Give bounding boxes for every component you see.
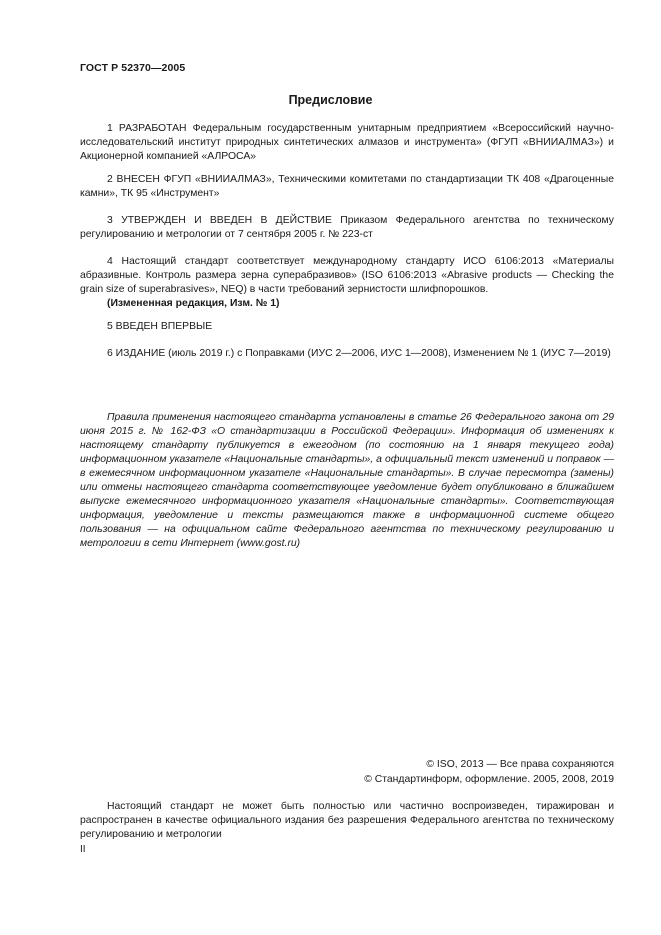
- item-4-amendment: (Измененная редакция, Изм. № 1): [107, 298, 280, 309]
- foreword-item-1: [80, 122, 614, 164]
- reproduction-note: [80, 800, 614, 842]
- foreword-item-6: [80, 347, 614, 361]
- application-notice: [80, 411, 614, 551]
- foreword-item-3: [80, 214, 614, 242]
- item-5-text: 5 ВВЕДЕН ВПЕРВЫЕ: [107, 321, 213, 332]
- item-2-text: 2 ВНЕСЕН ФГУП «ВНИИАЛМАЗ», Техническими комитетами по стандартизации ТК 408 «Драгоценные камни», ТК 95 «Инструмент»: [80, 174, 614, 199]
- reproduction-note-text: Настоящий стандарт не может быть полностью или частично воспроизведен, тиражирован и распространен в качестве официального издания без разрешения Федерального агентства по техническому регулированию и метрологии: [80, 801, 614, 840]
- standard-code: ГОСТ Р 52370—2005: [80, 62, 186, 74]
- foreword-item-5: [80, 320, 614, 334]
- page-number: II: [80, 844, 86, 855]
- foreword-item-4: [80, 255, 614, 311]
- copyright-standartinform: © Стандартинформ, оформление. 2005, 2008, 2019: [364, 774, 614, 785]
- item-3-text: 3 УТВЕРЖДЕН И ВВЕДЕН В ДЕЙСТВИЕ Приказом Федерального агентства по техническому регулированию и метрологии от 7 сентября 2005 г. № 223-ст: [80, 215, 614, 240]
- item-6-text: 6 ИЗДАНИЕ (июль 2019 г.) с Поправками (ИУС 2—2006, ИУС 1—2008), Изменением № 1 (ИУС 7—2019): [107, 348, 611, 359]
- item-4-text: 4 Настоящий стандарт соответствует международному стандарту ИСО 6106:2013 «Материалы абразивные. Контроль размера зерна суперабразивов» (ISO 6106:2013 «Abrasive products — Checking the grain size of superabrasives», NEQ) в части требований зернистости шлифпорошков.: [80, 256, 614, 295]
- copyright-iso: © ISO, 2013 — Все права сохраняются: [426, 759, 614, 770]
- foreword-item-2: [80, 173, 614, 201]
- notice-text: Правила применения настоящего стандарта установлены в статье 26 Федерального закона от 29 июня 2015 г. № 162-ФЗ «О стандартизации в Российской Федерации». Информация об изменениях к настоящему стандарту публикуется в ежегодном (по состоянию на 1 января текущего года) информационном указателе «Национальные стандарты», а официальный текст изменений и поправок — в ежемесячном информационном указателе «Национальные стандарты». В случае пересмотра (замены) или отмены настоящего стандарта соответствующее уведомление будет опубликовано в ближайшем выпуске ежемесячного информационного указателя «Национальные стандарты». Соответствующая информация, уведомление и тексты размещаются также в информационной системе общего пользования — на официальном сайте Федерального агентства по техническому регулированию и метрологии в сети Интернет (www.gost.ru): [80, 412, 614, 549]
- page-title: Предисловие: [288, 93, 373, 107]
- item-1-text: 1 РАЗРАБОТАН Федеральным государственным унитарным предприятием «Всероссийский научно-исследовательский институт природных синтетических алмазов и инструмента» (ФГУП «ВНИИАЛМАЗ») и Акционерной компанией «АЛРОСА»: [80, 123, 614, 162]
